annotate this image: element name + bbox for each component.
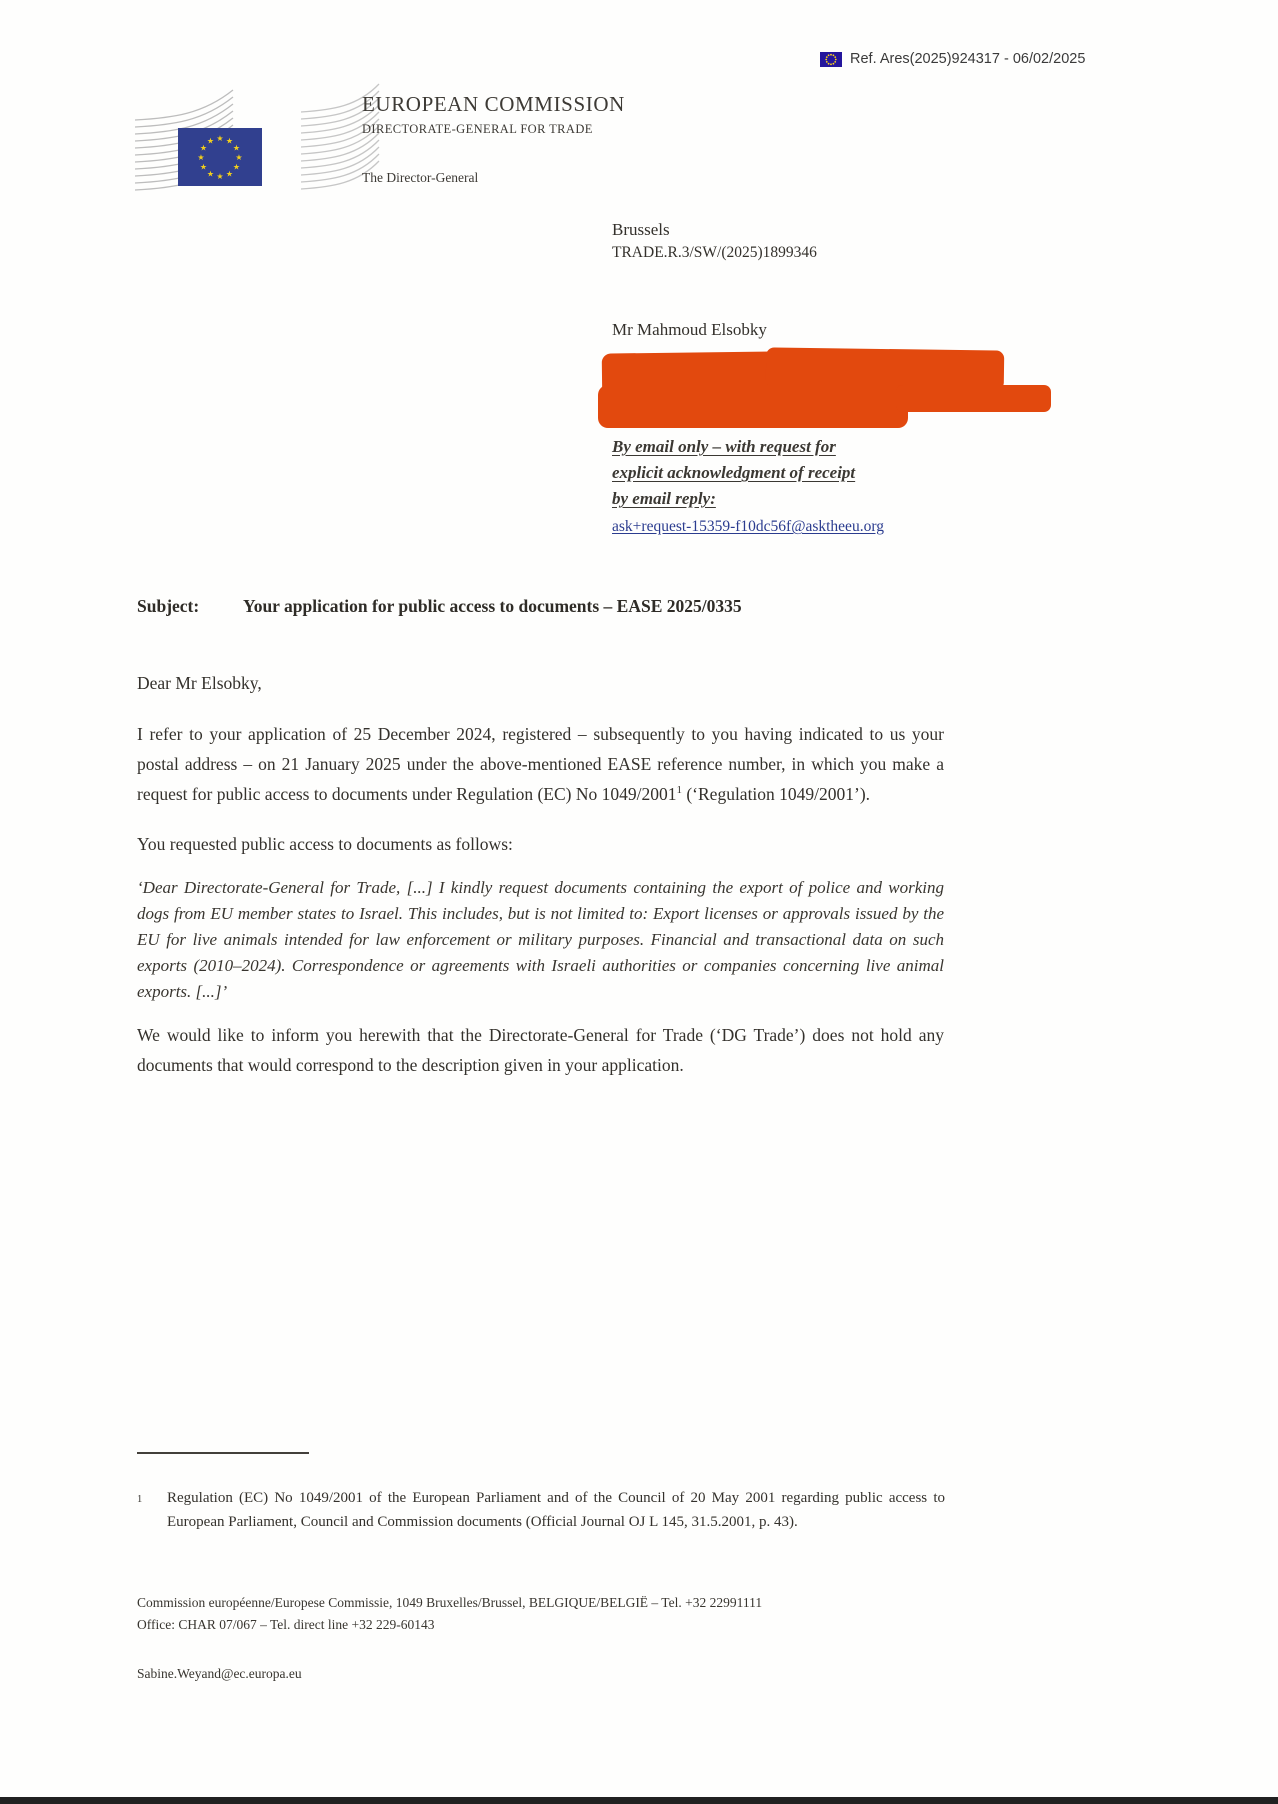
delivery-note-line: explicit acknowledgment of receipt [612, 463, 856, 482]
delivery-note [612, 434, 942, 536]
letter-body [137, 668, 944, 1100]
svg-text:★: ★ [197, 153, 205, 162]
footnote [137, 1486, 945, 1534]
subject-label: Subject: [137, 596, 200, 616]
eu-flag-stamp-icon [820, 52, 842, 67]
paragraph-text: I refer to your application of 25 December 2024, registered – subsequently to you having indicated to us your postal address – on 21 January 2025 under the above-mentioned EASE reference number, in which you make a request for public access to documents under Regulation (EC) No 1049/2001 [137, 724, 944, 804]
delivery-note-line: By email only – with request for [612, 437, 836, 456]
document-reference: TRADE.R.3/SW/(2025)1899346 [612, 244, 817, 261]
paragraph-lead-in: You requested public access to documents as follows: [137, 834, 513, 854]
svg-text:★: ★ [235, 153, 243, 162]
subject-line [137, 596, 947, 617]
subject-text: Your application for public access to documents – EASE 2025/0335 [243, 596, 742, 616]
registration-stamp-text: Ref. Ares(2025)924317 - 06/02/2025 [850, 51, 1086, 67]
salutation: Dear Mr Elsobky, [137, 673, 262, 693]
scan-edge-bar [0, 1797, 1278, 1804]
eu-flag-icon [178, 128, 262, 186]
city: Brussels [612, 220, 670, 239]
contact-email: Sabine.Weyand@ec.europa.eu [137, 1666, 302, 1681]
registration-stamp [820, 51, 1085, 67]
paragraph-text: (‘Regulation 1049/2001’). [681, 784, 871, 804]
svg-text:★: ★ [199, 162, 208, 172]
footnote-number: 1 [137, 1494, 143, 1505]
recipient-name: Mr Mahmoud Elsobky [612, 320, 767, 339]
quoted-request: ‘Dear Directorate-General for Trade, [...] I kindly request documents containing the export of police and working dogs from EU member states to Israel. This includes, but is not limited to: Export licenses or approvals issued by the EU for live animals intended for law enforcement or military purposes. Financial and transactional data on such exports (2010–2024). Correspondence or agreements with Israeli authorities or companies concerning live animal exports. [...]’ [137, 878, 944, 1001]
paragraph-application-reference [137, 719, 944, 809]
footnote-marker: 1 [676, 784, 682, 797]
svg-text:★: ★ [216, 172, 224, 181]
institution-name: EUROPEAN COMMISSION [362, 92, 625, 116]
dateline-block [612, 220, 817, 262]
svg-text:★: ★ [206, 169, 215, 179]
svg-text:★: ★ [216, 134, 224, 143]
footnote-divider [137, 1452, 309, 1454]
svg-text:★: ★ [232, 162, 241, 172]
letter-footer [137, 1592, 1097, 1685]
svg-text:★: ★ [199, 143, 208, 153]
signatory-title: The Director-General [362, 170, 479, 185]
european-commission-logo [133, 82, 383, 205]
footnote-text: Regulation (EC) No 1049/2001 of the European Parliament and of the Council of 20 May 2001 regarding public access to European Parliament, Council and Commission documents (Official Journal OJ L 145, 31.5.2001, p. 43). [167, 1490, 945, 1530]
footer-office-line: Office: CHAR 07/067 – Tel. direct line +32 229-60143 [137, 1617, 435, 1632]
svg-text:★: ★ [225, 136, 234, 146]
svg-text:★: ★ [206, 136, 215, 146]
footer-address-line: Commission européenne/Europese Commissie, 1049 Bruxelles/Brussel, BELGIQUE/BELGIË – Tel. +32 22991111 [137, 1595, 763, 1610]
paragraph-response: We would like to inform you herewith that the Directorate-General for Trade (‘DG Trade’) does not hold any documents that would correspond to the description given in your application. [137, 1025, 944, 1075]
request-email-link[interactable]: ask+request-15359-f10dc56f@asktheeu.org [612, 518, 884, 535]
svg-text:★: ★ [232, 143, 241, 153]
svg-text:★: ★ [225, 169, 234, 179]
redaction-marker [596, 346, 1066, 431]
delivery-note-line: by email reply: [612, 489, 716, 508]
letterhead [362, 92, 625, 186]
ec-logo-graphic [133, 82, 383, 200]
directorate-name: DIRECTORATE-GENERAL FOR TRADE [362, 122, 593, 136]
